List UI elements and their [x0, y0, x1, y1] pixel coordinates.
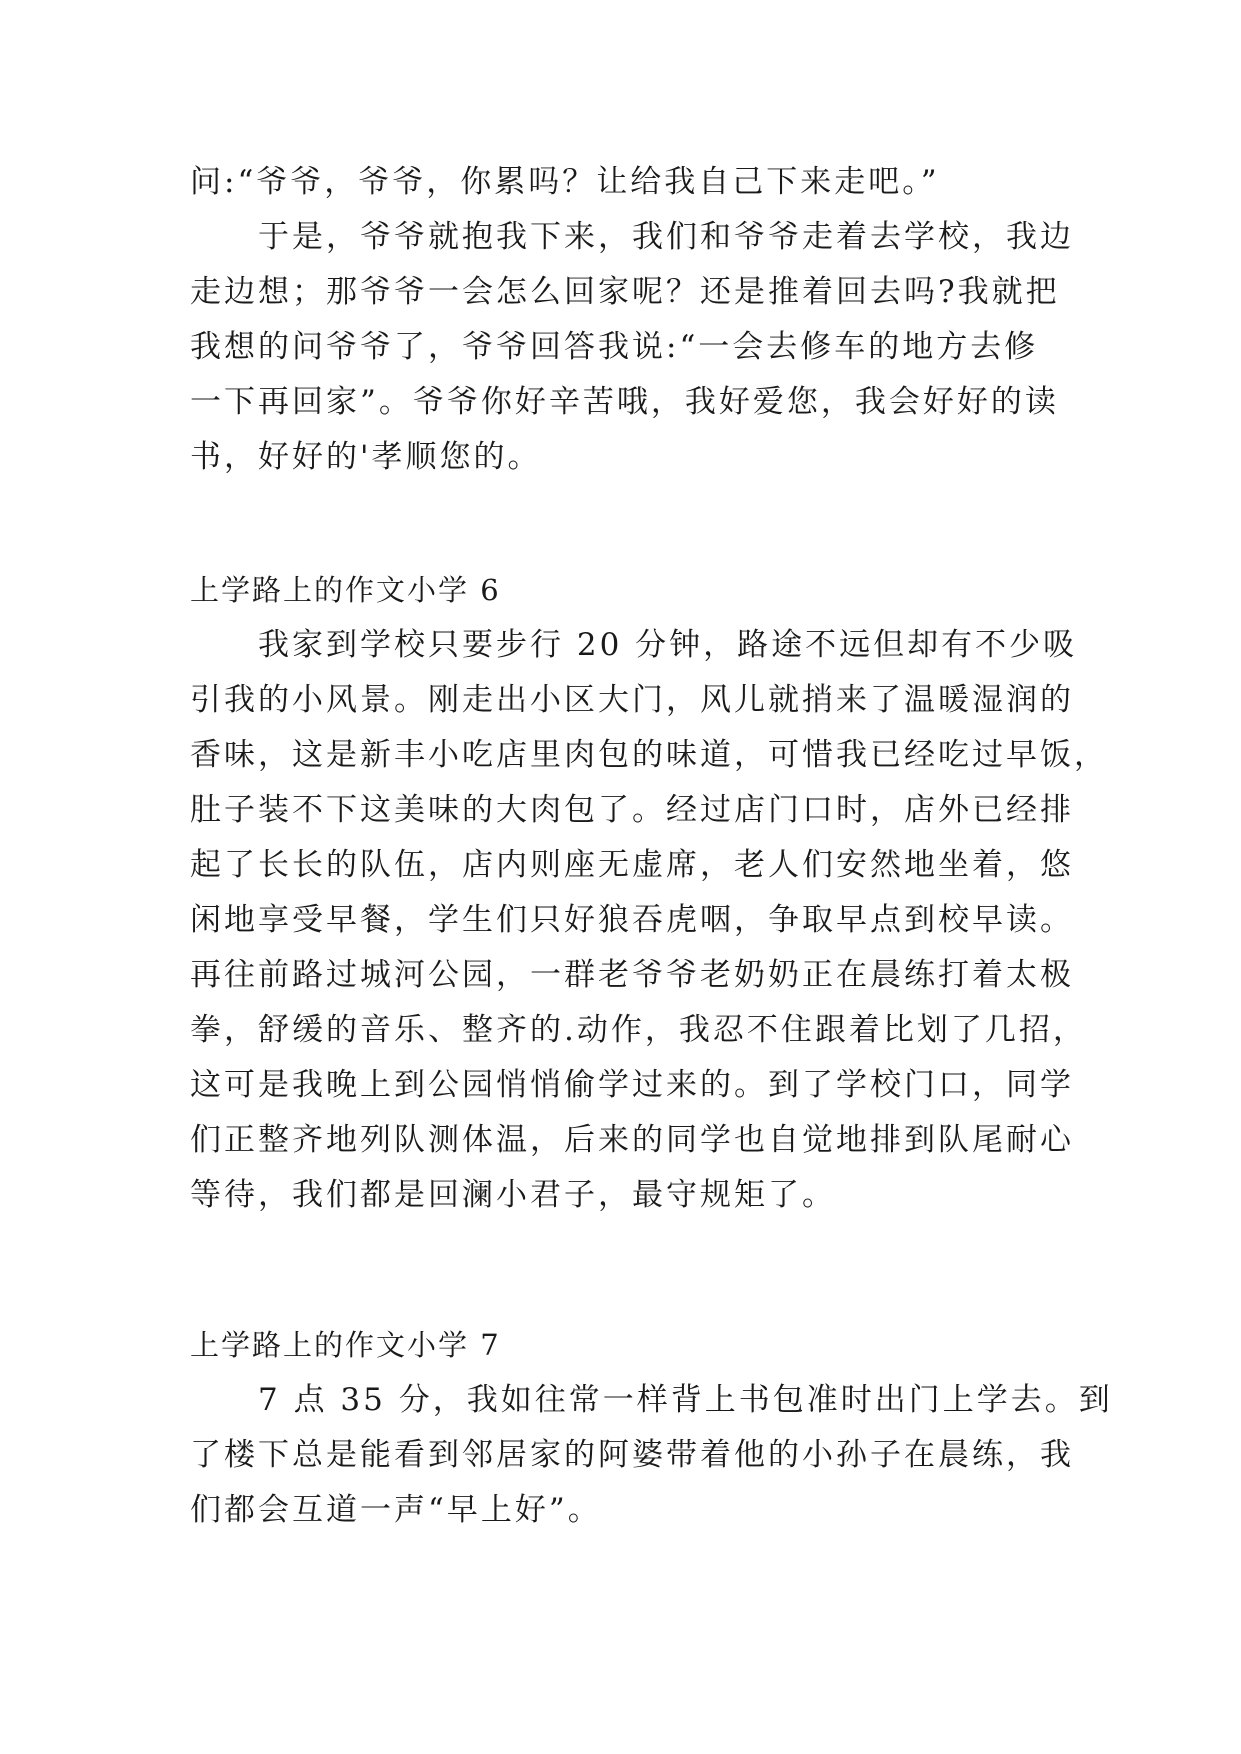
- paragraph-line: 们都会互道一声“早上好”。: [190, 1492, 602, 1528]
- essay-section-7: [190, 1318, 1113, 1538]
- essay-title: 上学路上的作文小学 6: [190, 573, 501, 607]
- paragraph-line: 引我的小风景。刚走出小区大门，风儿就捎来了温暖湿润的: [190, 682, 1074, 718]
- paragraph-line: 再往前路过城河公园，一群老爷爷老奶奶正在晨练打着太极: [190, 957, 1074, 993]
- paragraph-line: 于是，爷爷就抱我下来，我们和爷爷走着去学校，我边: [190, 219, 1074, 255]
- paragraph-line: 肚子装不下这美味的大肉包了。经过店门口时，店外已经排: [190, 792, 1074, 828]
- paragraph-line: 7 点 35 分，我如往常一样背上书包准时出门上学去。到: [190, 1382, 1113, 1418]
- essay-section-6: [190, 563, 1108, 1223]
- paragraph-line: 们正整齐地列队测体温，后来的同学也自觉地排到队尾耐心: [190, 1122, 1074, 1158]
- paragraph-line: 我想的问爷爷了，爷爷回答我说:“一会去修车的地方去修: [190, 329, 1039, 365]
- paragraph-line: 拳，舒缓的音乐、整齐的.动作，我忍不住跟着比划了几招，: [190, 1012, 1087, 1048]
- paragraph-line: 香味，这是新丰小吃店里肉包的味道，可惜我已经吃过早饭，: [190, 737, 1108, 773]
- paragraph-line: 书，好好的'孝顺您的。: [190, 439, 542, 475]
- essay-title: 上学路上的作文小学 7: [190, 1328, 501, 1362]
- paragraph-line: 这可是我晚上到公园悄悄偷学过来的。到了学校门口，同学: [190, 1067, 1074, 1103]
- essay-section-5-continuation: [190, 155, 1074, 485]
- paragraph-line: 问:“爷爷，爷爷，你累吗？让给我自己下来走吧。”: [190, 164, 940, 200]
- paragraph-line: 了楼下总是能看到邻居家的阿婆带着他的小孙子在晨练，我: [190, 1437, 1074, 1473]
- paragraph-line: 一下再回家”。爷爷你好辛苦哦，我好爱您，我会好好的读: [190, 384, 1059, 420]
- paragraph-line: 闲地享受早餐，学生们只好狼吞虎咽，争取早点到校早读。: [190, 902, 1074, 938]
- paragraph-line: 等待，我们都是回澜小君子，最守规矩了。: [190, 1177, 836, 1213]
- paragraph-line: 我家到学校只要步行 20 分钟，路途不远但却有不少吸: [190, 627, 1078, 663]
- paragraph-line: 起了长长的队伍，店内则座无虚席，老人们安然地坐着，悠: [190, 847, 1074, 883]
- paragraph-line: 走边想；那爷爷一会怎么回家呢？还是推着回去吗?我就把: [190, 274, 1060, 310]
